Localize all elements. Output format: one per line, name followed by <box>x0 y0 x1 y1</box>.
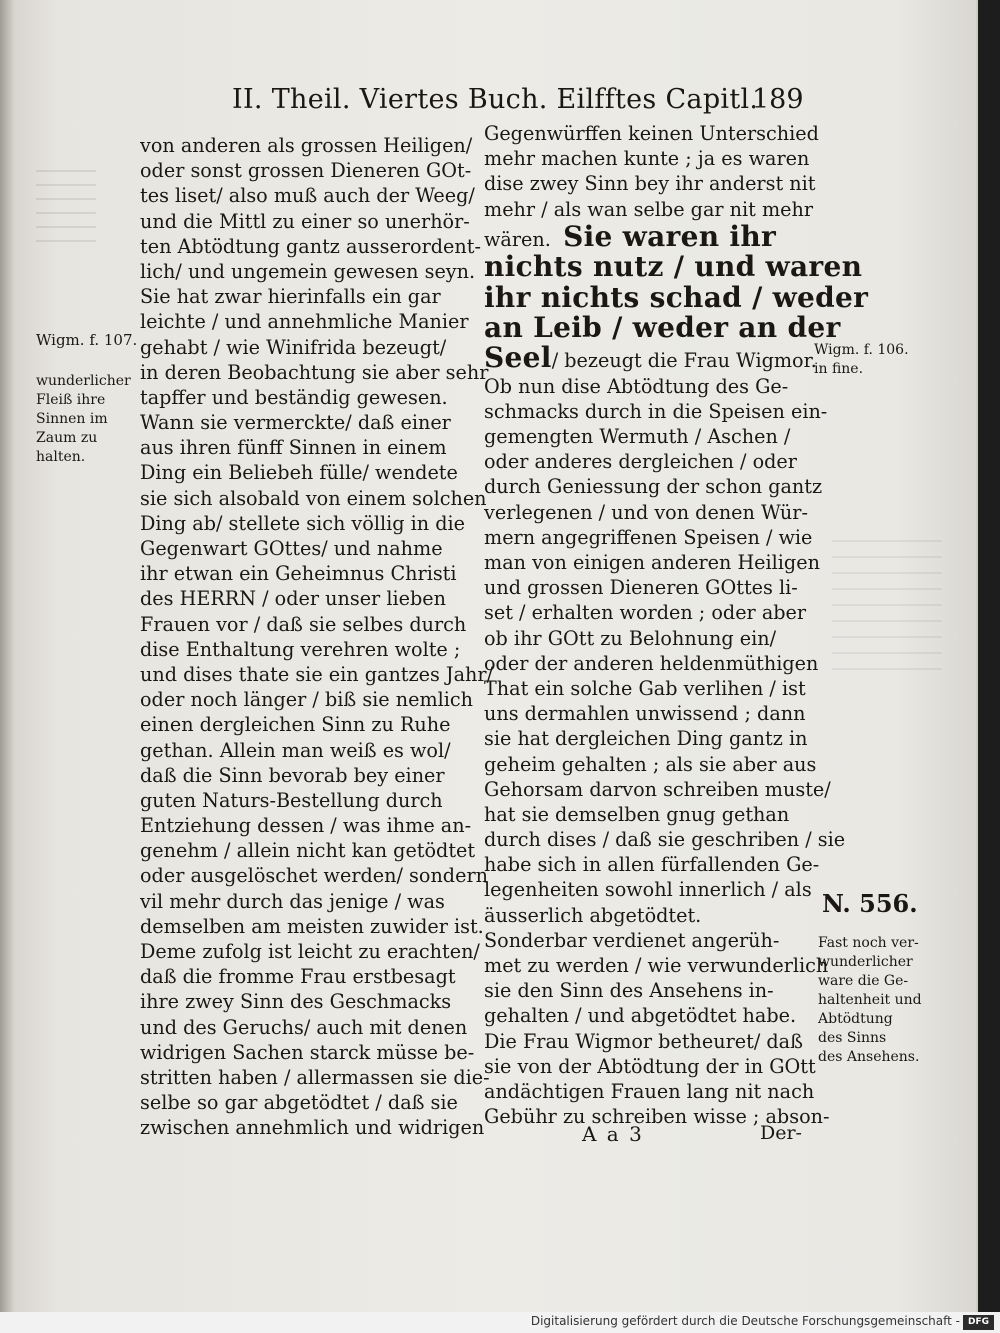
text-line: daß die fromme Frau erstbesagt <box>140 965 456 989</box>
text-line: selbe so gar abgetödtet / daß sie <box>140 1091 458 1115</box>
gloss-line: in fine. <box>814 361 864 377</box>
gloss-line: halten. <box>36 449 86 465</box>
emphasized-line <box>484 250 863 284</box>
gloss-line: des Ansehens. <box>818 1049 920 1065</box>
text-line: Ding ab/ stellete sich völlig in die <box>140 511 465 535</box>
text-line: oder noch länger / biß sie nemlich <box>140 688 474 712</box>
text-line: des HERRN / oder unser lieben <box>140 587 446 611</box>
text-line: durch dises / daß sie geschriben / sie <box>484 828 846 852</box>
text-line: widrigen Sachen starck müsse be- <box>140 1040 475 1064</box>
text-line: oder anderes dergleichen / oder <box>484 450 797 474</box>
text-line: oder der anderen heldenmüthigen <box>484 651 819 675</box>
text-line: Sonderbar verdienet angerüh- <box>484 928 780 952</box>
margin-reference: Wigm. f. 107. <box>36 331 138 349</box>
emphasized-text: ihr nichts schad / weder <box>484 280 869 314</box>
text-line: That ein solche Gab verlihen / ist <box>484 676 806 700</box>
text-line: Gehorsam darvon schreiben muste/ <box>484 777 831 801</box>
text-fragment: / bezeugt die Frau Wigmor. <box>551 349 817 373</box>
text-line: leichte / und annehmliche Manier <box>140 310 469 334</box>
text-line: Gegenwürffen keinen Unterschied <box>484 122 819 145</box>
text-line: tapffer und beständig gewesen. <box>140 385 448 409</box>
text-line: sie sich alsobald von einem solchen <box>140 486 487 510</box>
text-line: ihre zwey Sinn des Geschmacks <box>140 990 452 1014</box>
gloss-line: ware die Ge- <box>818 973 909 989</box>
running-title: II. Theil. Viertes Buch. Eilfftes Capitl. <box>232 84 759 115</box>
text-line: mern angegriffenen Speisen / wie <box>484 525 813 549</box>
text-line: und grossen Dieneren GOttes li- <box>484 576 798 600</box>
text-line <box>484 341 817 375</box>
gloss-line: haltenheit und <box>818 992 922 1008</box>
text-line: und dises thate sie ein gantzes Jahr/ <box>140 662 494 686</box>
text-line: stritten haben / allermassen sie die- <box>140 1065 490 1089</box>
text-line: gemengten Wermuth / Aschen / <box>484 425 791 449</box>
text-line: gehalten / und abgetödtet habe. <box>484 1004 797 1028</box>
text-line: oder ausgelöschet werden/ sondern <box>140 864 488 888</box>
text-line: man von einigen anderen Heiligen <box>484 551 820 575</box>
text-line: met zu werden / wie verwunderlich <box>484 954 829 978</box>
text-line: guten Naturs-Bestellung durch <box>140 788 443 812</box>
margin-reference <box>814 341 909 379</box>
emphasized-line <box>484 310 841 344</box>
text-line: dise Enthaltung verehren wolte ; <box>140 637 461 661</box>
page-gutter-shadow <box>0 0 14 1312</box>
text-line: zwischen annehmlich und widrigen <box>140 1116 485 1140</box>
gloss-line: Sinnen im <box>36 411 108 427</box>
ink-bleedthrough <box>832 540 942 680</box>
left-text-column <box>140 133 494 1141</box>
text-line: daß die Sinn bevorab bey einer <box>140 763 445 787</box>
text-line: genehm / allein nicht kan getödtet <box>140 839 476 863</box>
emphasized-text: Seel <box>484 341 552 375</box>
text-line: mehr machen kunte ; ja es waren <box>484 147 810 171</box>
text-line: oder sonst grossen Dieneren GOt- <box>140 159 472 183</box>
text-line: sie hat dergleichen Ding gantz in <box>484 727 808 751</box>
funding-credit: Digitalisierung gefördert durch die Deutsche Forschungsgemeinschaft - <box>530 1314 960 1328</box>
text-line: durch Geniessung der schon gantz <box>484 475 823 499</box>
right-column-continuation <box>484 374 846 1130</box>
text-line: von anderen als grossen Heiligen/ <box>140 134 473 157</box>
text-line: Wann sie vermerckte/ daß einer <box>140 411 451 435</box>
text-line: set / erhalten worden ; oder aber <box>484 601 807 625</box>
text-line: Ding ein Beliebeh fülle/ wendete <box>140 461 458 485</box>
gloss-line: des Sinns <box>818 1030 887 1046</box>
text-line: ten Abtödtung gantz ausserordent- <box>140 234 481 258</box>
text-line: und des Geruchs/ auch mit denen <box>140 1015 468 1039</box>
margin-gloss <box>36 372 131 467</box>
text-line: sie den Sinn des Ansehens in- <box>484 979 774 1003</box>
text-line: gethan. Allein man weiß es wol/ <box>140 738 451 762</box>
text-line: Frauen vor / daß sie selbes durch <box>140 612 467 636</box>
paragraph-number: N. 556. <box>822 889 918 918</box>
catchword: Der- <box>760 1122 802 1144</box>
text-line: Die Frau Wigmor betheuret/ daß <box>484 1029 803 1053</box>
gloss-line: Fleiß ihre <box>36 392 106 408</box>
text-line: verlegenen / und von denen Wür- <box>484 500 808 524</box>
text-line: demselben am meisten zuwider ist. <box>140 914 484 938</box>
gloss-line: wunderlicher <box>818 954 913 970</box>
text-line: tes liset/ also muß auch der Weeg/ <box>140 184 475 208</box>
text-line: lich/ und ungemein gewesen seyn. <box>140 259 476 283</box>
text-line: geheim gehalten ; als sie aber aus <box>484 752 817 776</box>
emphasized-text: nichts nutz / und waren <box>484 250 863 284</box>
text-line: schmacks durch in die Speisen ein- <box>484 399 828 423</box>
text-line: einen dergleichen Sinn zu Ruhe <box>140 713 451 737</box>
text-line: Ob nun dise Abtödtung des Ge- <box>484 374 789 398</box>
page-number: 189 <box>752 84 804 115</box>
text-line: aus ihren fünff Sinnen in einem <box>140 436 447 460</box>
text-line: ob ihr GOtt zu Belohnung ein/ <box>484 626 777 650</box>
text-line: sie von der Abtödtung der in GOtt <box>484 1054 816 1078</box>
text-line: dise zwey Sinn bey ihr anderst nit <box>484 172 816 196</box>
margin-gloss <box>818 934 922 1067</box>
ink-bleedthrough <box>36 170 96 250</box>
text-line <box>484 219 810 253</box>
text-line: Gebühr zu schreiben wisse ; abson- <box>484 1105 830 1129</box>
text-line: gehabt / wie Winifrida bezeugt/ <box>140 335 447 359</box>
gloss-line: Fast noch ver- <box>818 935 919 951</box>
text-line: mehr / als wan selbe gar nit mehr <box>484 197 814 221</box>
emphasized-text: Sie waren ihr <box>563 219 777 253</box>
text-line: in deren Beobachtung sie aber sehr <box>140 360 489 384</box>
text-line: und die Mittl zu einer so unerhör- <box>140 209 470 233</box>
text-line: Gegenwart GOttes/ und nahme <box>140 537 443 560</box>
gloss-line: Wigm. f. 106. <box>814 342 909 358</box>
text-line: Deme zufolg ist leicht zu erachten/ <box>140 940 480 963</box>
emphasized-line <box>484 280 869 314</box>
text-line: Sie hat zwar hierinfalls ein gar <box>140 285 441 309</box>
text-line: hat sie demselben gnug gethan <box>484 802 790 826</box>
text-line: vil mehr durch das jenige / was <box>140 889 445 913</box>
text-line: legenheiten sowohl innerlich / als <box>484 878 812 902</box>
gloss-line: Abtödtung <box>818 1011 893 1027</box>
text-line: uns dermahlen unwissend ; dann <box>484 702 806 726</box>
text-fragment: wären. <box>484 227 551 251</box>
text-line: äusserlich abgetödtet. <box>484 903 702 927</box>
dfg-logo: DFG <box>963 1315 994 1330</box>
text-line: ihr etwan ein Geheimnus Christi <box>140 562 457 586</box>
signature-mark: A a 3 <box>582 1122 644 1146</box>
emphasized-text: an Leib / weder an der <box>484 310 841 344</box>
text-line: habe sich in allen fürfallenden Ge- <box>484 853 820 877</box>
text-line: andächtigen Frauen lang nit nach <box>484 1079 815 1103</box>
gloss-line: Zaum zu <box>36 430 98 446</box>
gloss-line: wunderlicher <box>36 373 131 389</box>
text-line: Entziehung dessen / was ihme an- <box>140 814 472 838</box>
